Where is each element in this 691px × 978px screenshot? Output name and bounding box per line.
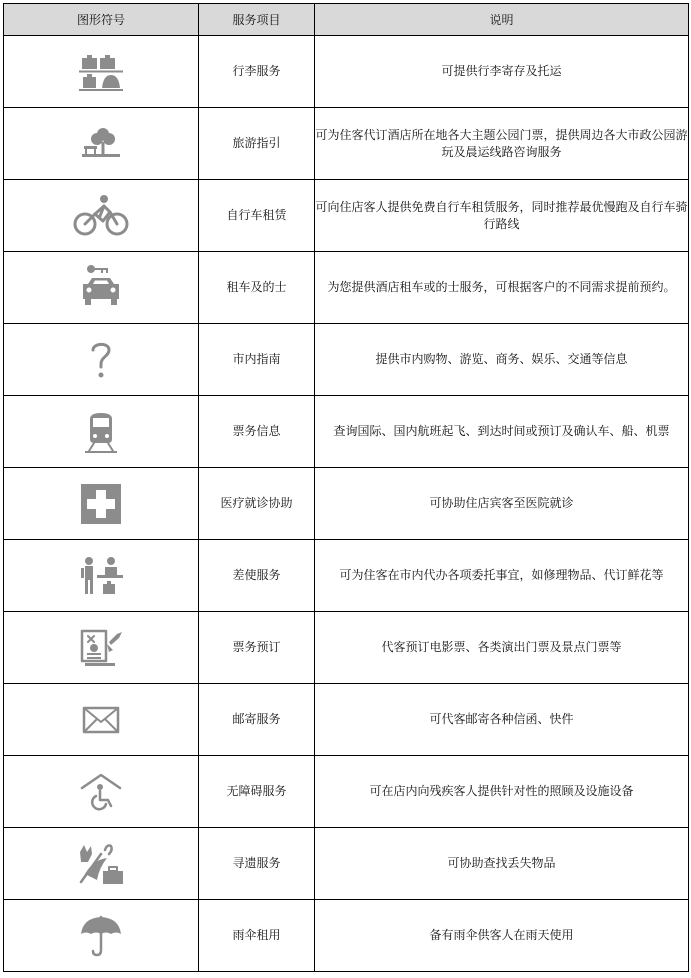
table-row (4, 36, 689, 108)
symbol-cell (4, 900, 199, 972)
description-cell: 备有雨伞供客人在雨天使用 (315, 900, 689, 972)
tree-bench-icon (81, 126, 121, 162)
table-row (4, 252, 689, 324)
description-cell: 可协助查找丢失物品 (315, 828, 689, 900)
luggage-icon (78, 52, 124, 92)
description-cell: 可代客邮寄各种信函、快件 (315, 684, 689, 756)
bicycle-icon (73, 194, 129, 238)
ticket-booking-icon (79, 628, 123, 668)
car-key-icon (78, 263, 124, 313)
symbol-cell (4, 108, 199, 180)
description-cell: 可提供行李寄存及托运 (315, 36, 689, 108)
symbol-cell (4, 612, 199, 684)
header-service: 服务项目 (199, 4, 315, 36)
concierge-icon (79, 556, 123, 596)
table-row (4, 396, 689, 468)
description-cell: 可为住客在市内代办各项委托事宜，如修理物品、代订鲜花等 (315, 540, 689, 612)
symbol-cell (4, 36, 199, 108)
header-row (4, 4, 689, 36)
table-row (4, 828, 689, 900)
symbol-cell (4, 756, 199, 828)
table-row (4, 108, 689, 180)
description-cell: 为您提供酒店租车或的士服务，可根据客户的不同需求提前预约。 (315, 252, 689, 324)
table-row (4, 900, 689, 972)
symbol-cell (4, 252, 199, 324)
service-cell: 市内指南 (199, 324, 315, 396)
service-cell: 票务信息 (199, 396, 315, 468)
wheelchair-icon (79, 772, 123, 812)
service-cell: 寻遗服务 (199, 828, 315, 900)
service-cell: 差使服务 (199, 540, 315, 612)
umbrella-icon (79, 914, 123, 958)
symbol-cell (4, 468, 199, 540)
table-row (4, 468, 689, 540)
table-row (4, 180, 689, 252)
medical-cross-icon (81, 484, 121, 524)
service-cell: 行李服务 (199, 36, 315, 108)
service-cell: 医疗就诊协助 (199, 468, 315, 540)
header-description: 说明 (315, 4, 689, 36)
service-cell: 租车及的士 (199, 252, 315, 324)
envelope-icon (82, 706, 120, 734)
lost-found-icon (77, 842, 125, 886)
table-row (4, 756, 689, 828)
table-row (4, 540, 689, 612)
symbol-cell (4, 180, 199, 252)
header-symbol: 图形符号 (4, 4, 199, 36)
description-cell: 可向住店客人提供免费自行车租赁服务，同时推荐最优慢跑及自行车骑行路线 (315, 180, 689, 252)
description-cell: 查询国际、国内航班起飞、到达时间或预订及确认车、船、机票 (315, 396, 689, 468)
service-cell: 邮寄服务 (199, 684, 315, 756)
service-cell: 旅游指引 (199, 108, 315, 180)
table-row (4, 612, 689, 684)
service-cell: 无障碍服务 (199, 756, 315, 828)
description-cell: 可为住客代订酒店所在地各大主题公园门票，提供周边各大市政公园游玩及晨运线路咨询服务 (315, 108, 689, 180)
train-icon (83, 411, 119, 453)
description-cell: 可在店内向残疾客人提供针对性的照顾及设施设备 (315, 756, 689, 828)
description-cell: 代客预订电影票、各类演出门票及景点门票等 (315, 612, 689, 684)
symbol-cell (4, 324, 199, 396)
service-cell: 自行车租赁 (199, 180, 315, 252)
service-cell: 票务预订 (199, 612, 315, 684)
service-cell: 雨伞租用 (199, 900, 315, 972)
description-cell: 可协助住店宾客至医院就诊 (315, 468, 689, 540)
question-icon (86, 339, 116, 381)
description-cell: 提供市内购物、游览、商务、娱乐、交通等信息 (315, 324, 689, 396)
table-row (4, 684, 689, 756)
symbol-cell (4, 396, 199, 468)
symbol-cell (4, 828, 199, 900)
symbol-cell (4, 684, 199, 756)
symbol-cell (4, 540, 199, 612)
service-table (3, 3, 689, 972)
table-row (4, 324, 689, 396)
